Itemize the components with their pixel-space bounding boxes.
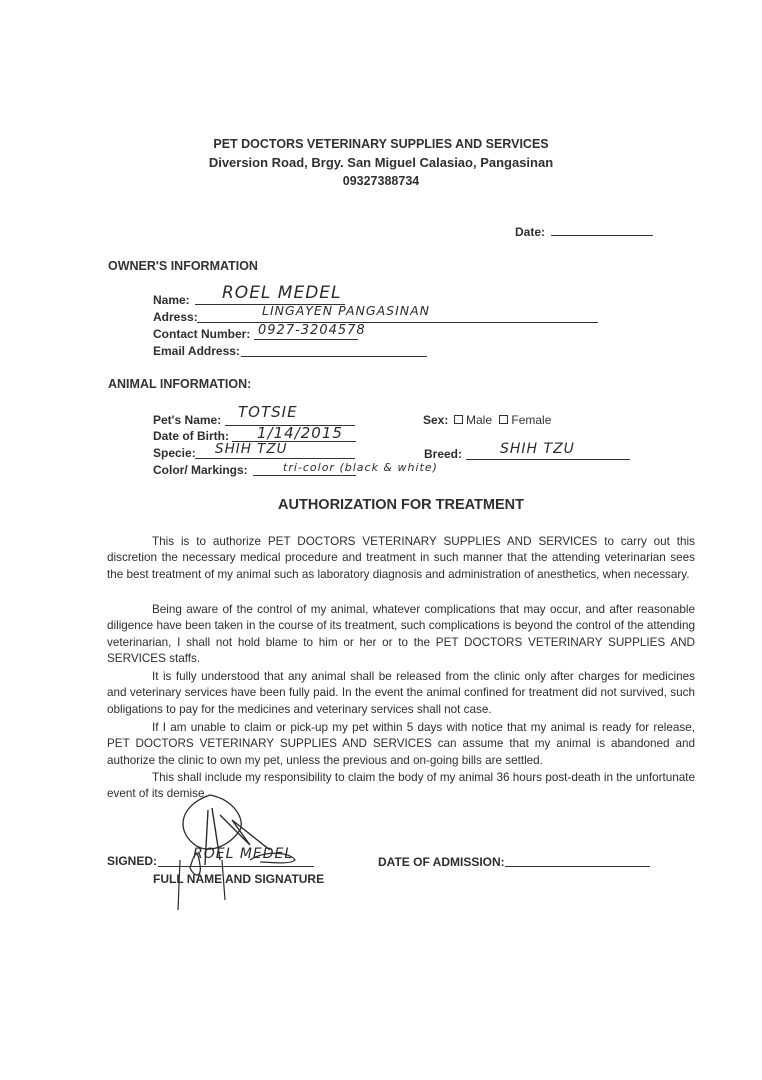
company-name: PET DOCTORS VETERINARY SUPPLIES AND SERVICES	[213, 137, 549, 151]
specie-value: SHIH TZU	[215, 441, 288, 457]
authorization-paragraph-5: This shall include my responsibility to claim the body of my animal 36 hours post-death in the unfortunate event of its demise.	[107, 771, 695, 801]
owner-address-value: LINGAYEN PANGASINAN	[262, 303, 431, 318]
color-markings-field[interactable]	[253, 475, 356, 476]
company-address: Diversion Road, Brgy. San Miguel Calasiao, Pangasinan	[208, 155, 554, 170]
specie-label: Specie:	[153, 446, 196, 460]
sex-label: Sex:	[423, 413, 449, 427]
authorization-paragraph-3: It is fully understood that any animal shall be released from the clinic only after charges for medicines and veterinary services have been fully paid. In the event the animal confined for treatment did not survived, such obligations to pay for the medicines and veterinary services shall not case.	[107, 670, 695, 716]
female-label: Female	[511, 413, 552, 427]
date-of-admission-label: DATE OF ADMISSION:	[378, 855, 505, 869]
contact-number-field[interactable]	[254, 339, 358, 340]
contact-number-value: 0927-3204578	[258, 323, 366, 338]
pet-name-value: TOTSIE	[238, 403, 298, 421]
date-of-admission-field[interactable]	[505, 866, 650, 867]
owner-section-title: OWNER'S INFORMATION	[108, 259, 258, 273]
owner-address-label: Adress:	[153, 310, 198, 324]
color-markings-value: tri-color (black & white)	[283, 461, 438, 474]
email-address-label: Email Address:	[153, 344, 240, 358]
specie-field[interactable]	[195, 458, 355, 459]
signature-caption: FULL NAME AND SIGNATURE	[153, 872, 325, 886]
animal-section-title: ANIMAL INFORMATION:	[108, 377, 252, 391]
owner-name-label: Name:	[153, 293, 190, 307]
email-address-field[interactable]	[241, 356, 427, 357]
date-field[interactable]	[551, 235, 653, 236]
pet-name-label: Pet's Name:	[153, 413, 222, 427]
signed-label: SIGNED:	[107, 854, 158, 868]
date-of-birth-label: Date of Birth:	[153, 429, 229, 443]
company-phone: 09327388734	[342, 174, 420, 188]
breed-label: Breed:	[424, 447, 463, 461]
authorization-title: AUTHORIZATION FOR TREATMENT	[278, 497, 524, 513]
color-markings-label: Color/ Markings:	[153, 463, 248, 477]
date-label: Date:	[515, 225, 546, 239]
breed-value: SHIH TZU	[500, 441, 575, 457]
contact-number-label: Contact Number:	[153, 327, 251, 341]
breed-field[interactable]	[466, 459, 630, 460]
authorization-paragraph-2: Being aware of the control of my animal, whatever complications that may occur, and after reasonable diligence have been taken in the course of its treatment, such complications is beyond the control of the attending veterinarian, I shall not hold blame to him or her or to the PET DOCTORS VETERINARY SUPPLIES AND SERVICES staffs.	[107, 603, 695, 665]
male-checkbox[interactable]	[454, 415, 463, 424]
authorization-paragraph-4: If I am unable to claim or pick-up my pet within 5 days with notice that my animal is ready for release, PET DOCTORS VETERINARY SUPPLIES AND SERVICES can assume that my animal is abandoned and authorize the clinic to own my pet, unless the previous and on-going bills are settled.	[107, 721, 695, 767]
authorization-paragraph-1: This is to authorize PET DOCTORS VETERINARY SUPPLIES AND SERVICES to carry out this discretion the necessary medical procedure and treatment in such manner that the attending veterinarian sees the best treatment of my animal such as laboratory diagnosis and administration of anesthetics, when necessary.	[107, 535, 695, 581]
date-of-birth-value: 1/14/2015	[257, 424, 343, 442]
female-checkbox[interactable]	[499, 415, 508, 424]
male-label: Male	[466, 413, 493, 427]
sex-options	[450, 413, 551, 427]
signed-name-value: ROEL MEDEL	[193, 846, 294, 862]
signature-field[interactable]	[158, 866, 314, 867]
owner-name-value: ROEL MEDEL	[222, 283, 342, 303]
